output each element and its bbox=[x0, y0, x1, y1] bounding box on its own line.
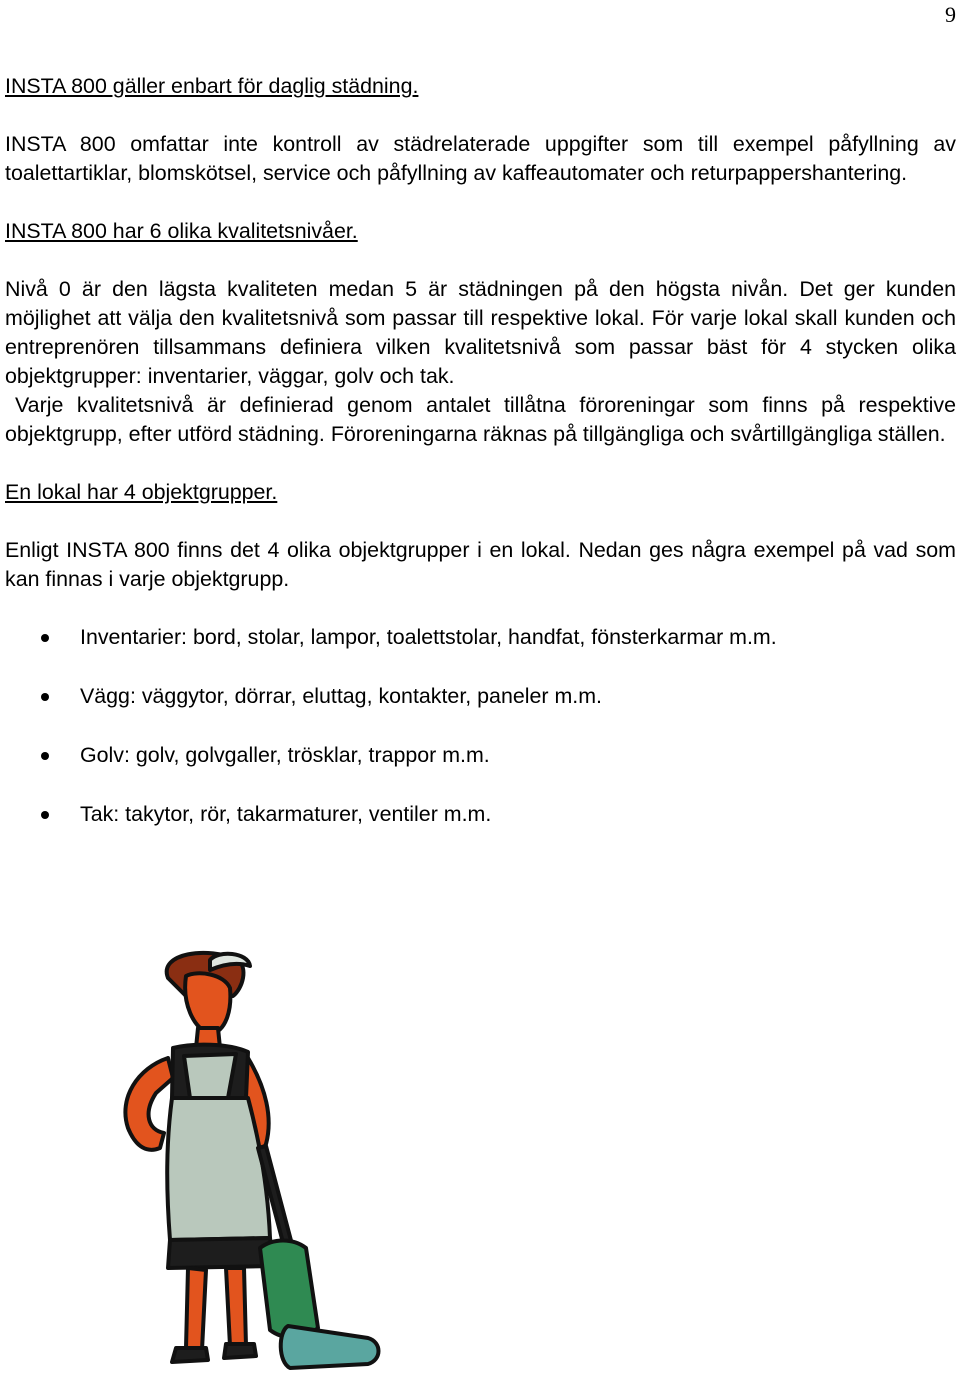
list-item bbox=[5, 682, 956, 711]
document-body bbox=[5, 72, 956, 829]
paragraph-scope: INSTA 800 omfattar inte kontroll av städrelaterade uppgifter som till exempel påfyllning av toalettartiklar, blomskötsel, service och påfyllning av kaffeautomater och returpappershantering. bbox=[5, 132, 956, 185]
bullet-icon bbox=[41, 634, 49, 642]
list-item bbox=[5, 623, 956, 652]
heading-quality-levels: INSTA 800 har 6 olika kvalitetsnivåer. bbox=[5, 219, 358, 243]
list-item bbox=[5, 741, 956, 770]
list-item-text: Vägg: väggytor, dörrar, eluttag, kontakter, paneler m.m. bbox=[80, 684, 602, 708]
list-item-text: Inventarier: bord, stolar, lampor, toalettstolar, handfat, fönsterkarmar m.m. bbox=[80, 625, 777, 649]
paragraph-definition: Varje kvalitetsnivå är definierad genom antalet tillåtna föroreningar som finns på respektive objektgrupp, efter utförd städning. Föroreningarna räknas på tillgängliga och svårtillgängliga ställen. bbox=[5, 393, 956, 446]
paragraph-levels: Nivå 0 är den lägsta kvaliteten medan 5 är städningen på den högsta nivån. Det ger kunden möjlighet att välja den kvalitetsnivå som passar till respektive lokal. För varje lokal skall kunden och entreprenören tillsammans definiera vilken kvalitetsnivå som passar bäst för 4 stycken olika objektgrupper: inventarier, väggar, golv och tak. bbox=[5, 277, 956, 388]
paragraph-object-groups: Enligt INSTA 800 finns det 4 olika objektgrupper i en lokal. Nedan ges några exempel på vad som kan finnas i varje objektgrupp. bbox=[5, 538, 956, 591]
page-number: 9 bbox=[945, 2, 956, 27]
list-item-text: Tak: takytor, rör, takarmaturer, ventiler m.m. bbox=[80, 802, 492, 826]
cleaning-woman-icon bbox=[98, 948, 398, 1388]
object-group-list bbox=[5, 623, 956, 829]
list-item bbox=[5, 800, 956, 829]
heading-object-groups: En lokal har 4 objektgrupper. bbox=[5, 480, 278, 504]
bullet-icon bbox=[41, 693, 49, 701]
list-item-text: Golv: golv, golvgaller, trösklar, trappor m.m. bbox=[80, 743, 490, 767]
bullet-icon bbox=[41, 811, 49, 819]
heading-daily-cleaning: INSTA 800 gäller enbart för daglig städning. bbox=[5, 74, 419, 98]
bullet-icon bbox=[41, 752, 49, 760]
